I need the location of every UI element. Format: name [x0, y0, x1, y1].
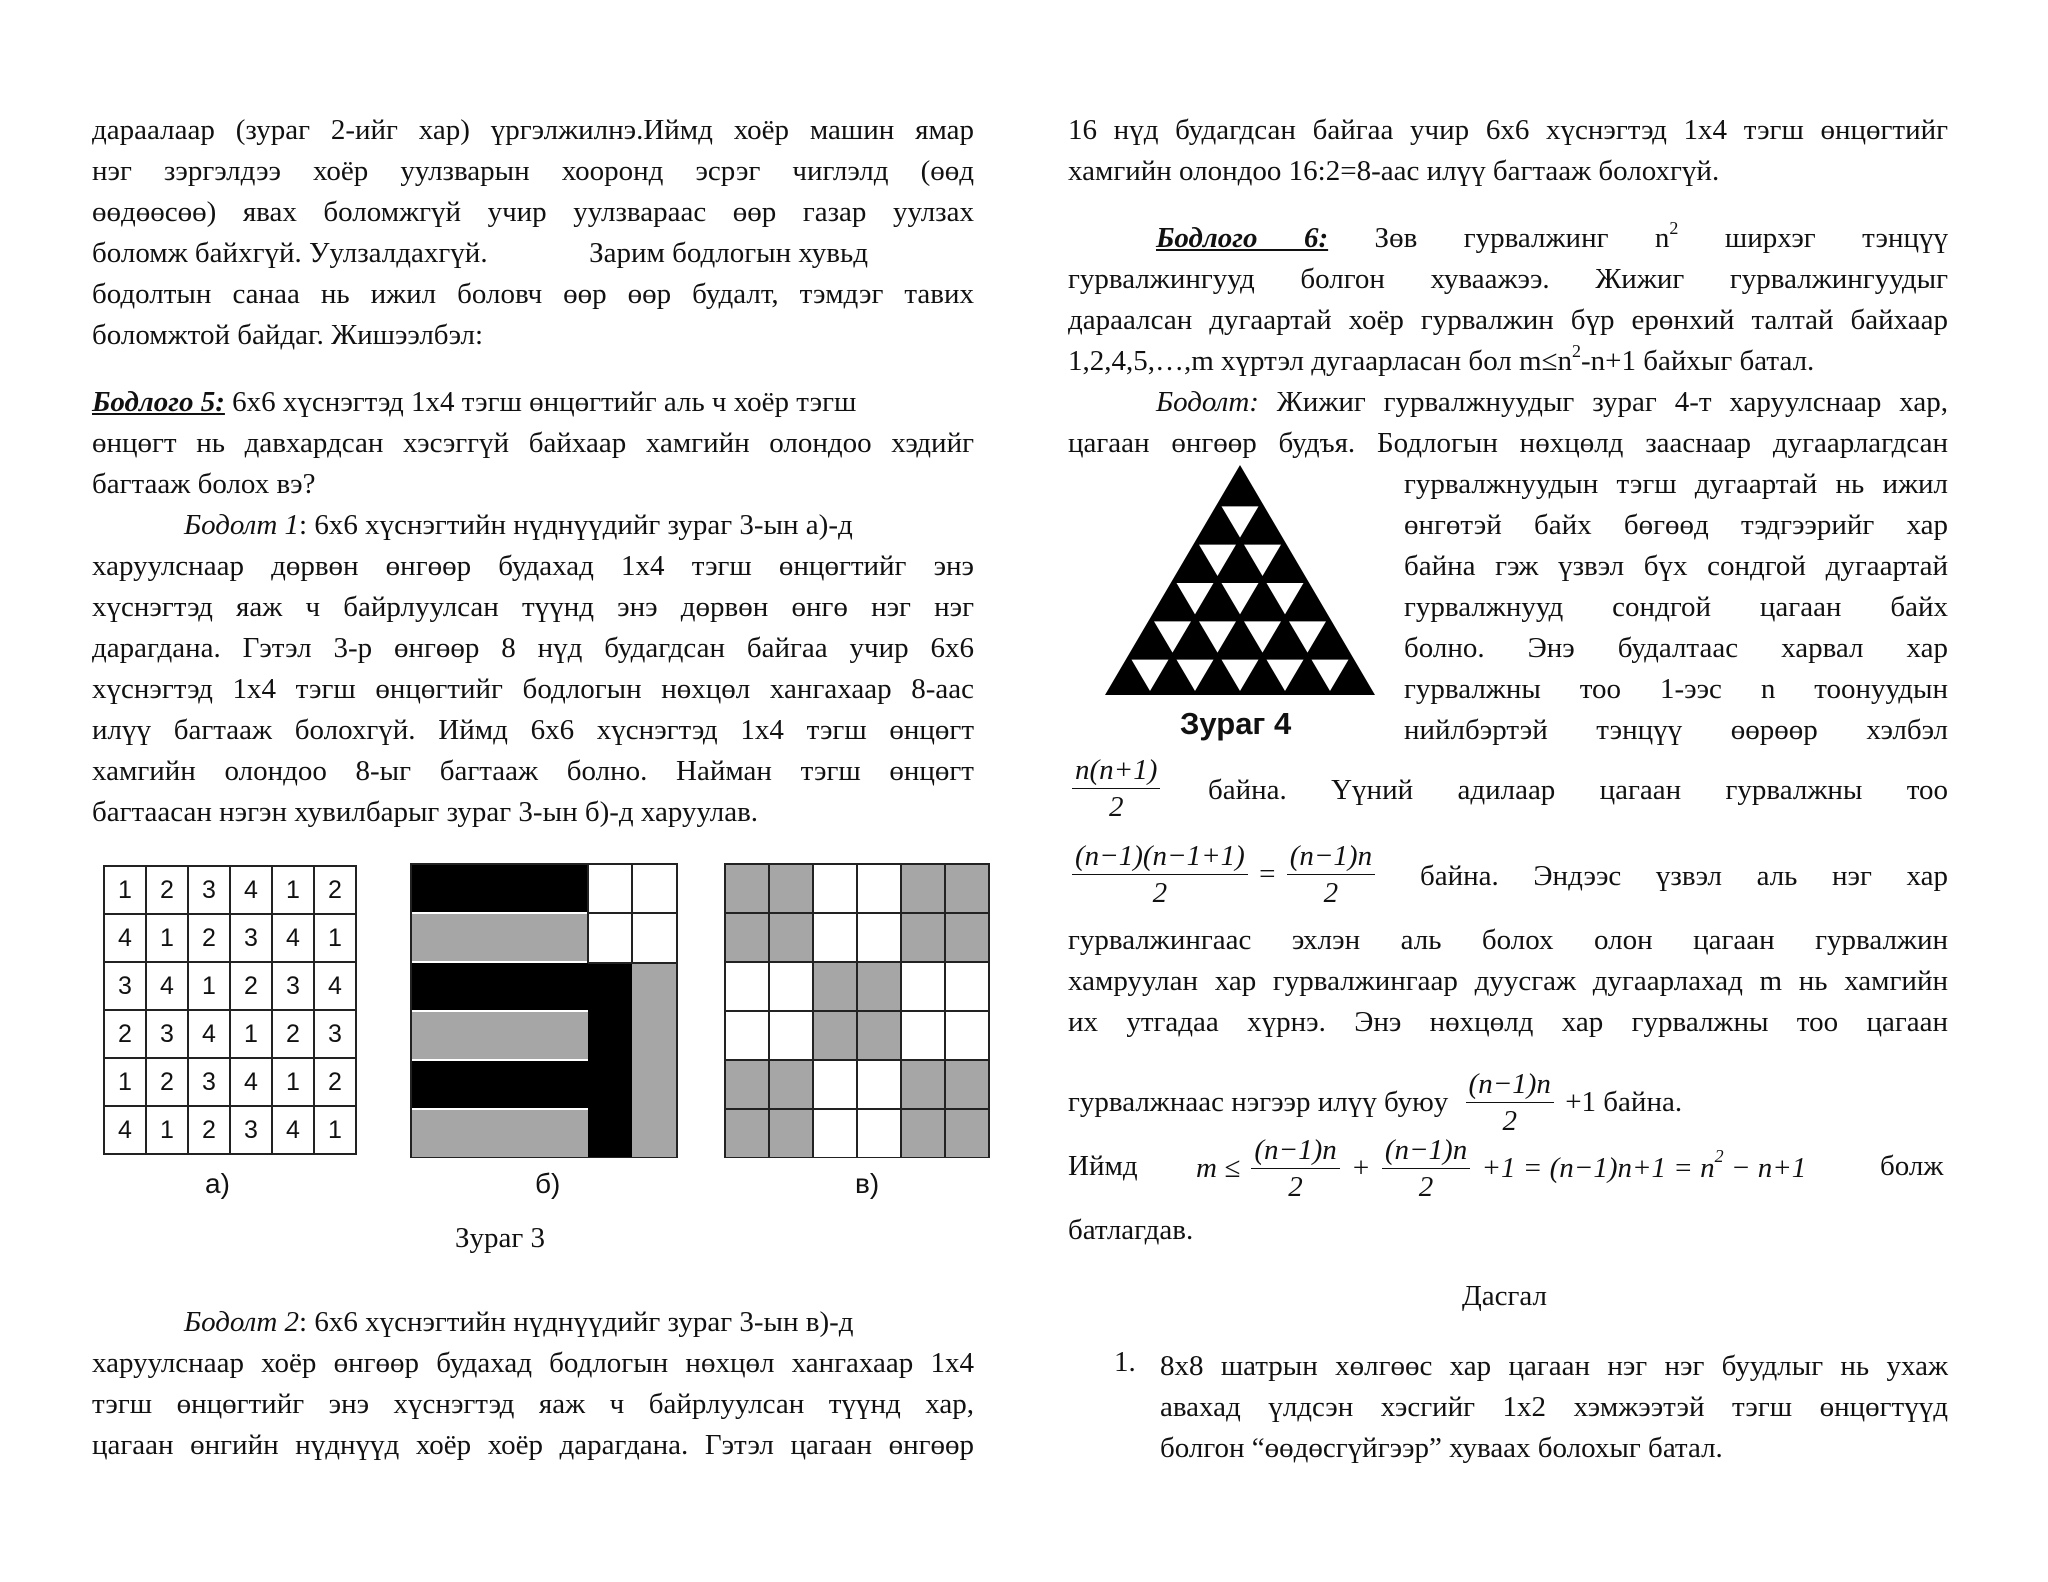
fraction-denominator: 2	[1323, 877, 1339, 909]
grid-cell: 1	[104, 866, 146, 914]
text-line: дарагдана. Гэтэл 3-р өнгөөр 8 нүд будагдсан байгаа учир 6x6	[92, 632, 974, 664]
grid-cell: 1	[314, 1106, 356, 1154]
grid-cell	[725, 864, 769, 913]
grid-cell: 2	[314, 866, 356, 914]
grid-cell	[813, 962, 857, 1011]
fraction-denominator: 2	[1108, 791, 1124, 823]
text-line: өөдөөсөө) явах боломжгүй учир уулзвараас өөр газар уулзах	[92, 196, 974, 228]
fraction-denominator: 2	[1502, 1105, 1517, 1137]
grid-cell: 1	[146, 914, 188, 962]
text-line: тэгш өнцөгтийг энэ хүснэгтэд яаж ч байрлуулсан түүнд хар,	[92, 1388, 974, 1420]
grid-cell	[945, 1109, 989, 1158]
grid-cell	[901, 962, 945, 1011]
grid-cell	[901, 864, 945, 913]
text-line: цагаан өнгийн нүднүүд хоёр хоёр дарагдана. Гэтэл цагаан өнгөөр	[92, 1429, 974, 1461]
text-line: илүү багтааж болохгүй. Иймд 6x6 хүснэгтэд 1x4 тэгш өнцөгт	[92, 714, 974, 746]
grid-cell	[857, 1011, 901, 1060]
grid-row	[104, 1010, 356, 1058]
solution1-label: Бодолт 1	[184, 509, 300, 541]
grid-cell: 2	[104, 1010, 146, 1058]
fraction-numerator: (n−1)n	[1251, 1132, 1339, 1169]
grid-cell: 2	[314, 1058, 356, 1106]
fraction-numerator: n(n+1)	[1072, 752, 1160, 789]
problem6-last-line	[1068, 341, 1948, 381]
figure-4-caption: Зураг 4	[1180, 706, 1292, 741]
problem6-last-a: 1,2,4,5,…,m хүртэл дугаарласан бол m≤n	[1068, 345, 1573, 377]
grid-cell: 1	[314, 914, 356, 962]
problem6-text-a: Зөв гурвалжинг n	[1328, 222, 1670, 254]
grid-cell: 4	[104, 914, 146, 962]
grid-cell: 2	[188, 914, 230, 962]
grid-row	[104, 866, 356, 914]
grid-cell: 4	[314, 962, 356, 1010]
fraction	[1072, 752, 1160, 825]
text-line: хүснэгтэд яаж ч байрлуулсан түүнд энэ дөрвөн өнгө нэг нэг	[92, 591, 974, 623]
grid-cell	[857, 962, 901, 1011]
grid-row	[104, 962, 356, 1010]
text-line: болгон “өөдөсгүйгээр” хуваах болохыг батал.	[1160, 1432, 1723, 1464]
grid-cell	[769, 864, 813, 913]
text-line: харуулснаар дөрвөн өнгөөр будахад 1x4 тэгш өнцөгтийг энэ	[92, 550, 974, 582]
grid-cell: 3	[188, 866, 230, 914]
text-line: боломж байхгүй. Уулзалдахгүй. Зарим бодлогын хувьд	[92, 237, 868, 269]
grid-cell	[813, 913, 857, 962]
exercise-number: 1.	[1114, 1346, 1136, 1378]
grid-cell	[901, 1011, 945, 1060]
problem6-text-b: ширхэг тэнцүү	[1678, 222, 1948, 254]
grid-cell	[725, 913, 769, 962]
grid-cell	[725, 1011, 769, 1060]
solution2-first-line	[92, 1302, 974, 1342]
fraction	[1466, 1066, 1554, 1139]
grid-cell	[857, 1109, 901, 1158]
grid-v	[724, 863, 994, 1158]
superscript: 2	[1714, 1146, 1724, 1167]
grid-cell	[857, 913, 901, 962]
text-line: авахад үлдсэн хэсгийг 1x2 хэмжээтэй тэгш өнцөгтүүд	[1160, 1391, 1948, 1423]
grid-cell	[945, 1011, 989, 1060]
exercise-title: Дасгал	[1462, 1280, 1548, 1312]
label-v: в)	[855, 1168, 880, 1199]
problem6-label: Бодлого 6:	[1156, 222, 1329, 254]
fraction-numerator: (n−1)n	[1382, 1132, 1470, 1169]
fraction-denominator: 2	[1288, 1171, 1303, 1203]
problem5-label: Бодлого 5:	[92, 386, 225, 418]
text-line: байна гэж үзвэл бүх сондгой дугаартай	[1404, 550, 1948, 582]
grid-cell: 2	[188, 1106, 230, 1154]
grid-cell: 3	[272, 962, 314, 1010]
text-after-fraction: +1 байна.	[1565, 1086, 1683, 1118]
text-line: дараалаар (зураг 2-ийг хар) үргэлжилнэ.Иймд хоёр машин ямар	[92, 114, 974, 146]
grid-cell	[945, 962, 989, 1011]
formula-2: $\frac{(n-1)(n-1+1)}{2}$ = $\frac{(n-1)n}{2}$	[1068, 838, 1379, 911]
grid-cell	[769, 1060, 813, 1109]
label-a: а)	[205, 1168, 230, 1199]
solution2-label: Бодолт 2	[184, 1306, 300, 1338]
text-line: гурвалжнуудын тэгш дугаартай нь ижил	[1404, 468, 1948, 500]
fraction-numerator: (n−1)(n−1+1)	[1072, 838, 1248, 875]
formula-4-line	[1068, 1066, 1682, 1139]
problem5-text: 6x6 хүснэгтэд 1x4 тэгш өнцөгтийг аль ч хоёр тэгш	[224, 386, 857, 418]
grid-b	[410, 863, 680, 1158]
grid-cell	[901, 1109, 945, 1158]
grid-cell: 3	[230, 914, 272, 962]
grid-cell	[725, 1109, 769, 1158]
grid-cell: 4	[272, 914, 314, 962]
grid-cell	[945, 1060, 989, 1109]
superscript: 2	[1572, 341, 1582, 361]
grid-cell	[725, 1060, 769, 1109]
fraction	[1287, 838, 1375, 911]
text-line: өнгөтэй байх бөгөөд тэдгээрийг хар	[1404, 509, 1948, 541]
grid-cell: 1	[272, 1058, 314, 1106]
solution-label: Бодолт:	[1156, 386, 1259, 418]
grid-cell	[725, 962, 769, 1011]
text-line: батлагдав.	[1068, 1214, 1194, 1246]
grid-a	[103, 865, 357, 1155]
grid-cell	[813, 864, 857, 913]
solution1-first-line	[92, 505, 974, 545]
grid-row	[104, 1106, 356, 1154]
grid-cell	[813, 1109, 857, 1158]
grid-cell	[945, 913, 989, 962]
grid-cell: 1	[188, 962, 230, 1010]
grid-cell: 3	[104, 962, 146, 1010]
text-line: байна. Үүний адилаар цагаан гурвалжны тоо	[1208, 774, 1948, 806]
fraction-numerator: (n−1)n	[1287, 838, 1375, 875]
problem6-first-line	[1068, 218, 1948, 258]
text-line: их утгадаа хүрнэ. Энэ нөхцөлд хар гурвалжны тоо цагаан	[1068, 1006, 1948, 1038]
text-line: багтаасан нэгэн хувилбарыг зураг 3-ын б)-д харуулав.	[92, 796, 759, 828]
grid-cell	[769, 1011, 813, 1060]
superscript: 2	[1669, 218, 1679, 238]
grid-cell: 2	[230, 962, 272, 1010]
text-line: 16 нүд будагдсан байгаа учир 6x6 хүснэгтэд 1x4 тэгш өнцөгтийг	[1068, 114, 1948, 146]
text-line: өнцөгт нь давхардсан хэсэггүй байхаар хамгийн олондоо хэдийг	[92, 427, 974, 459]
grid-cell	[769, 1109, 813, 1158]
grid-cell	[901, 1060, 945, 1109]
grid-cell: 4	[272, 1106, 314, 1154]
text-line: хүснэгтэд 1x4 тэгш өнцөгтийг бодлогын нөхцөл хангахаар 8-аас	[92, 673, 974, 705]
grid-cell: 2	[146, 1058, 188, 1106]
grid-cell: 1	[272, 866, 314, 914]
grid-row	[104, 914, 356, 962]
text-before-fraction: гурвалжнаас нэгээр илүү буюу	[1068, 1086, 1449, 1118]
solution2-text: : 6x6 хүснэгтийн нүднүүдийг зураг 3-ын в)-д	[299, 1306, 854, 1338]
text-line: гурвалжны тоо 1-ээс n тоонуудын	[1404, 673, 1948, 705]
text-line: багтааж болох вэ?	[92, 468, 316, 500]
text-line: боломжтой байдаг. Жишээлбэл:	[92, 319, 484, 351]
grid-cell: 3	[230, 1106, 272, 1154]
text-line: нийлбэртэй тэнцүү өөрөөр хэлбэл	[1404, 714, 1948, 746]
grid-cell: 2	[272, 1010, 314, 1058]
grid-cell: 4	[188, 1010, 230, 1058]
inequality-tail: +1 = (n−1)n+1 = n	[1481, 1152, 1715, 1184]
fraction-denominator: 2	[1418, 1171, 1434, 1203]
bolzh-word: болж	[1880, 1150, 1944, 1182]
fraction	[1072, 838, 1248, 911]
inequality-end: − n+1	[1723, 1152, 1807, 1184]
text-line: бодолтын санаа нь ижил боловч өөр өөр будалт, тэмдэг тавих	[92, 278, 974, 310]
text-line: дараалсан дугаартай хоёр гурвалжин бүр ерөнхий талтай байхаар	[1068, 304, 1948, 336]
grid-cell: 1	[230, 1010, 272, 1058]
label-b: б)	[535, 1168, 561, 1199]
inequality: m ≤ $\frac{(n-1)n}{2}$ + $\frac{(n-1)n}{2}$ $+1 = (n-1)n+1 = n^2 - n+1$	[1196, 1134, 1807, 1203]
formula-1	[1068, 752, 1164, 825]
imd-word: Иймд	[1068, 1150, 1138, 1182]
solution-first-line	[1068, 382, 1948, 422]
grid-cell	[945, 864, 989, 913]
fraction	[1382, 1132, 1470, 1205]
solution-text: Жижиг гурвалжнуудыг зураг 4-т харуулснаар хар,	[1258, 386, 1948, 418]
text-line: болно. Энэ будалтаас харвал хар	[1404, 632, 1948, 664]
text-line: гурвалжингаас эхлэн аль болох олон цагаан гурвалжин	[1068, 924, 1948, 956]
grid-cell	[813, 1060, 857, 1109]
grid-cell	[769, 913, 813, 962]
solution1-text: : 6x6 хүснэгтийн нүднүүдийг зураг 3-ын а)-д	[299, 509, 853, 541]
grid-cell: 4	[230, 866, 272, 914]
problem5-first-line	[92, 382, 974, 422]
grid-cell	[857, 1060, 901, 1109]
figure-3-caption: Зураг 3	[455, 1222, 546, 1254]
text-line: гурвалжнууд сондгой цагаан байх	[1404, 591, 1948, 623]
grid-cell: 4	[146, 962, 188, 1010]
text-line: хамгийн олондоо 16:2=8-аас илүү багтааж болохгүй.	[1068, 155, 1720, 187]
grid-cell: 3	[146, 1010, 188, 1058]
text-line: цагаан өнгөөр будъя. Бодлогын нөхцөлд зааснаар дугаарлагдсан	[1068, 427, 1948, 459]
grid-cell: 4	[104, 1106, 146, 1154]
grid-cell: 4	[230, 1058, 272, 1106]
grid-cell	[769, 962, 813, 1011]
grid-cell: 2	[146, 866, 188, 914]
grid-cell	[857, 864, 901, 913]
grid-row	[104, 1058, 356, 1106]
grid-cell: 3	[314, 1010, 356, 1058]
grid-cell: 1	[104, 1058, 146, 1106]
text-line: харуулснаар хоёр өнгөөр будахад бодлогын нөхцөл хангахаар 1x4	[92, 1347, 974, 1379]
grid-cell: 1	[146, 1106, 188, 1154]
text-line: нэг зэргэлдээ хоёр уулзварын хооронд эсрэг чиглэлд (өөд	[92, 155, 974, 187]
text-line: байна. Эндээс үзвэл аль нэг хар	[1420, 860, 1948, 892]
text-line: хамруулан хар гурвалжингаар дуусгаж дугаарлахад m нь хамгийн	[1068, 965, 1948, 997]
text-line: гурвалжингууд болгон хуваажээ. Жижиг гурвалжингуудыг	[1068, 263, 1948, 295]
fraction-numerator: (n−1)n	[1466, 1066, 1554, 1103]
fraction-denominator: 2	[1152, 877, 1168, 909]
problem6-last-b: -n+1 байхыг батал.	[1581, 345, 1815, 377]
grid-cell	[901, 913, 945, 962]
text-line: хамгийн олондоо 8-ыг багтааж болно. Найман тэгш өнцөгт	[92, 755, 974, 787]
fraction	[1251, 1132, 1339, 1205]
grid-cell: 3	[188, 1058, 230, 1106]
text-line: 8x8 шатрын хөлгөөс хар цагаан нэг нэг буудлыг нь ухаж	[1160, 1350, 1948, 1382]
inequality-m: m ≤	[1196, 1152, 1241, 1184]
grid-cell	[813, 1011, 857, 1060]
